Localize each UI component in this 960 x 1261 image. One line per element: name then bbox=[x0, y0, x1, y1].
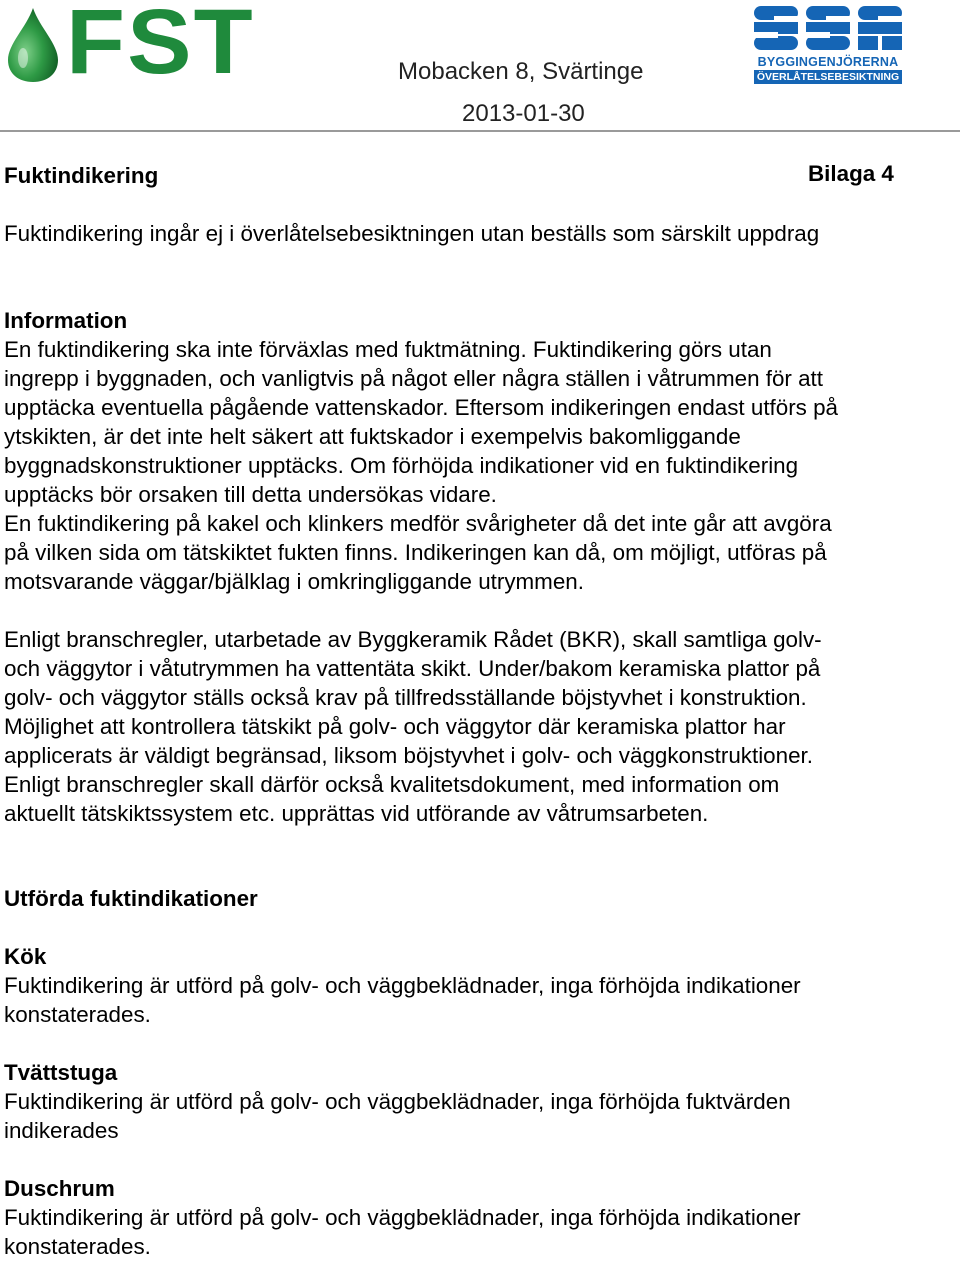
sbr-logo-subtitle: ÖVERLÅTELSEBESIKTNING bbox=[754, 70, 902, 84]
room-name-duschrum: Duschrum bbox=[4, 1176, 115, 1201]
branch-rules-line: golv- och väggytor ställs också krav på tillfredsställande böjstyvhet i konstruktion. bbox=[4, 685, 807, 710]
appendix-label: Bilaga 4 bbox=[808, 161, 894, 186]
performed-heading: Utförda fuktindikationer bbox=[4, 886, 258, 911]
information-line: upptäcka eventuella pågående vattenskador. Eftersom indikeringen endast utförs på bbox=[4, 395, 838, 420]
branch-rules-line: och väggytor i våtutrymmen ha vattentäta skikt. Under/bakom keramiska plattor på bbox=[4, 656, 821, 681]
room-result-line: Fuktindikering är utförd på golv- och väggbeklädnader, inga förhöjda indikationer bbox=[4, 973, 801, 998]
header-divider bbox=[0, 130, 960, 132]
intro-text: Fuktindikering ingår ej i överlåtelsebesiktningen utan beställs som särskilt uppdrag bbox=[4, 221, 820, 246]
information-line: En fuktindikering ska inte förväxlas med fuktmätning. Fuktindikering görs utan bbox=[4, 337, 772, 362]
water-drop-icon bbox=[4, 6, 62, 84]
document-title: Fuktindikering bbox=[4, 163, 159, 188]
branch-rules-line: Enligt branschregler skall därför också kvalitetsdokument, med information om bbox=[4, 772, 780, 797]
room-result-line: konstaterades. bbox=[4, 1002, 151, 1027]
information-line: En fuktindikering på kakel och klinkers medför svårigheter då det inte går att avgöra bbox=[4, 511, 832, 536]
branch-rules-line: Möjlighet att kontrollera tätskikt på golv- och väggytor där keramiska plattor har bbox=[4, 714, 786, 739]
branch-rules-line: aktuellt tätskiktssystem etc. upprättas vid utförande av våtrumsarbeten. bbox=[4, 801, 709, 826]
room-result-line: indikerades bbox=[4, 1118, 119, 1143]
sbr-logo bbox=[752, 4, 904, 84]
property-address: Mobacken 8, Svärtinge bbox=[398, 58, 644, 85]
fst-logo-text: FST bbox=[66, 0, 255, 93]
room-result-line: Fuktindikering är utförd på golv- och väggbeklädnader, inga förhöjda indikationer bbox=[4, 1205, 801, 1230]
information-line: ytskikten, är det inte helt säkert att fuktskador i exempelvis bakomliggande bbox=[4, 424, 741, 449]
report-date: 2013-01-30 bbox=[462, 100, 585, 127]
room-name-tvattstuga: Tvättstuga bbox=[4, 1060, 118, 1085]
room-name-kok: Kök bbox=[4, 944, 47, 969]
room-result-line: Fuktindikering är utförd på golv- och väggbeklädnader, inga förhöjda fuktvärden bbox=[4, 1089, 791, 1114]
fst-logo bbox=[4, 0, 274, 93]
branch-rules-line: applicerats är väldigt begränsad, liksom böjstyvhet i golv- och väggkonstruktioner. bbox=[4, 743, 813, 768]
page-header bbox=[0, 0, 960, 132]
information-line: på vilken sida om tätskiktet fukten finns. Indikeringen kan då, om möjligt, utföras på bbox=[4, 540, 827, 565]
sbr-logo-mark bbox=[752, 4, 904, 54]
room-result-line: konstaterades. bbox=[4, 1234, 151, 1259]
sbr-logo-name: BYGGINGENJÖRERNA bbox=[757, 55, 899, 69]
branch-rules-line: Enligt branschregler, utarbetade av Byggkeramik Rådet (BKR), skall samtliga golv- bbox=[4, 627, 822, 652]
information-line: upptäcks bör orsaken till detta undersökas vidare. bbox=[4, 482, 497, 507]
information-line: motsvarande väggar/bjälklag i omkringliggande utrymmen. bbox=[4, 569, 584, 594]
information-line: ingrepp i byggnaden, och vanligtvis på något eller några ställen i våtrummen för att bbox=[4, 366, 823, 391]
information-line: byggnadskonstruktioner upptäcks. Om förhöjda indikationer vid en fuktindikering bbox=[4, 453, 799, 478]
information-heading: Information bbox=[4, 308, 128, 333]
